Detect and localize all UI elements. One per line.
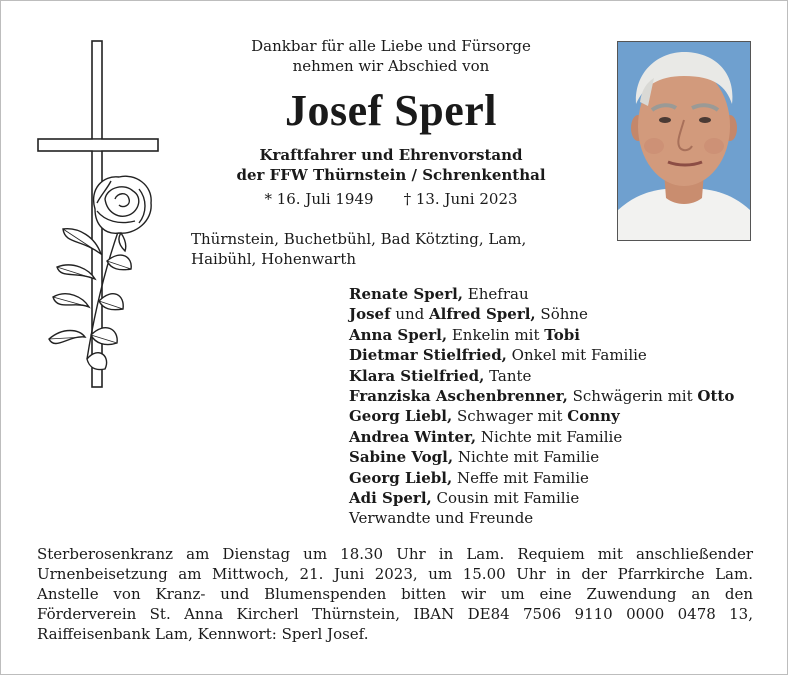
mourners-list [349, 284, 769, 529]
mourner-name: Otto [697, 387, 735, 406]
service-details-line: Urnenbeisetzung am Mittwoch, 21. Juni 2023, um 15.00 Uhr in der Pfarrkirche Lam. [37, 565, 753, 583]
mourner-row [349, 406, 769, 426]
mourner-name: Anna Sperl, [349, 325, 448, 344]
mourner-name: Franziska Aschenbrenner, [349, 387, 568, 406]
cross-icon [35, 39, 165, 391]
mourner-relation: Schwägerin mit [567, 387, 698, 406]
places-line-1: Thürnstein, Buchetbühl, Bad Kötzting, Lam, [191, 230, 527, 248]
mourner-relation: Onkel mit Familie [506, 346, 647, 365]
intro-text [181, 36, 601, 76]
mourner-row [349, 304, 769, 324]
places-text [191, 229, 591, 269]
service-details [37, 544, 753, 644]
service-details-line: Sterberosenkranz am Dienstag um 18.30 Uhr in Lam. Requiem mit anschließender [37, 545, 753, 563]
role-text [181, 145, 601, 185]
mourner-name: Josef [349, 305, 391, 324]
mourner-row [349, 284, 769, 304]
birth-date: * 16. Juli 1949 [264, 190, 374, 208]
service-details-line: Förderverein St. Anna Kircherl Thürnstein, IBAN DE84 7506 9110 0000 0478 13, [37, 605, 753, 623]
mourner-relation: Tante [484, 366, 532, 385]
mourner-relation: Enkelin mit [447, 325, 545, 344]
mourner-name: Georg Liebl, [349, 407, 453, 426]
mourner-row [349, 427, 769, 447]
mourner-name: Conny [567, 407, 620, 426]
mourner-name: Georg Liebl, [349, 468, 453, 487]
intro-line-2: nehmen wir Abschied von [292, 57, 490, 75]
life-dates [181, 189, 601, 209]
mourner-relation: Nichte mit Familie [476, 427, 623, 446]
mourner-name: Renate Sperl, [349, 285, 464, 303]
mourner-name: Alfred Sperl, [429, 305, 536, 324]
mourner-name: Klara Stielfried, [349, 366, 485, 385]
service-details-line: Raiffeisenbank Lam, Kennwort: Sperl Josef. [37, 625, 369, 643]
mourner-relation: Ehefrau [463, 285, 529, 303]
mourner-relation: Cousin mit Familie [431, 489, 580, 508]
portrait-illustration [618, 42, 750, 240]
mourner-name: Andrea Winter, [349, 427, 477, 446]
mourner-name: Adi Sperl, [349, 489, 432, 508]
mourner-relation: und [390, 305, 430, 324]
mourner-row [349, 325, 769, 345]
mourner-relation: Nichte mit Familie [453, 448, 600, 467]
deceased-name: Josef Sperl [284, 86, 498, 135]
places-line-2: Haibühl, Hohenwarth [191, 250, 357, 268]
mourner-relation: Schwager mit [452, 407, 568, 426]
mourner-relation: Neffe mit Familie [452, 468, 589, 487]
mourner-row [349, 508, 769, 528]
mourner-row [349, 488, 769, 508]
mourner-name: Tobi [544, 325, 580, 344]
mourner-relation: Söhne [535, 305, 588, 324]
mourner-row [349, 447, 769, 467]
mourner-name: Dietmar Stielfried, [349, 346, 507, 365]
mourner-row [349, 386, 769, 406]
death-date: † 13. Juni 2023 [403, 190, 518, 208]
mourner-row [349, 366, 769, 386]
mourner-relation: Verwandte und Freunde [349, 509, 534, 528]
mourner-row [349, 345, 769, 365]
role-line-2: der FFW Thürnstein / Schrenkenthal [236, 166, 546, 184]
portrait-photo [617, 41, 751, 241]
service-details-line: Anstelle von Kranz- und Blumenspenden bitten wir um eine Zuwendung an den [37, 585, 753, 603]
mourner-row [349, 468, 769, 488]
intro-line-1: Dankbar für alle Liebe und Fürsorge [251, 37, 531, 55]
mourner-name: Sabine Vogl, [349, 448, 454, 467]
role-line-1: Kraftfahrer und Ehrenvorstand [259, 146, 523, 164]
